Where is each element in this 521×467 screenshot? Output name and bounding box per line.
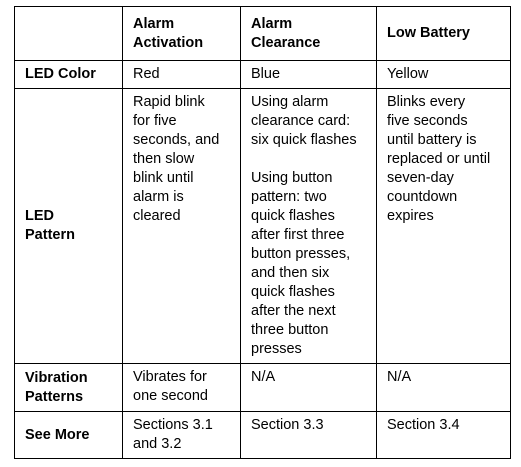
header-low-battery: Low Battery: [377, 7, 511, 61]
header-row: [15, 7, 511, 61]
cell-see-more-activation: Sections 3.1 and 3.2: [123, 412, 241, 459]
cell-led-pattern-clearance: [241, 89, 377, 364]
row-label-led-color: LED Color: [15, 61, 123, 89]
clearance-button-text: Using button pattern: two quick flashes after first three button presses, and then six quick flashes after the next three button presses: [251, 170, 351, 357]
corner-cell: [15, 7, 123, 61]
cell-led-pattern-battery: Blinks every five seconds until battery is replaced or until seven-day countdown expires: [377, 89, 511, 364]
led-behavior-table: [14, 6, 511, 459]
table-row: [15, 61, 511, 89]
header-alarm-activation: Alarm Activation: [123, 7, 241, 61]
cell-vibration-battery: N/A: [377, 364, 511, 412]
clearance-card-text: Using alarm clearance card: six quick flashes: [251, 94, 357, 148]
cell-see-more-battery: Section 3.4: [377, 412, 511, 459]
cell-see-more-clearance: Section 3.3: [241, 412, 377, 459]
cell-vibration-activation: Vibrates for one second: [123, 364, 241, 412]
row-label-led-pattern: LED Pattern: [15, 89, 123, 364]
cell-led-pattern-activation: Rapid blink for five seconds, and then slow blink until alarm is cleared: [123, 89, 241, 364]
cell-led-color-battery: Yellow: [377, 61, 511, 89]
row-label-vibration: Vibration Patterns: [15, 364, 123, 412]
header-alarm-clearance: Alarm Clearance: [241, 7, 377, 61]
table-row: [15, 364, 511, 412]
cell-vibration-clearance: N/A: [241, 364, 377, 412]
cell-led-color-clearance: Blue: [241, 61, 377, 89]
paragraph-gap: [251, 150, 368, 169]
row-label-see-more: See More: [15, 412, 123, 459]
table-row: [15, 89, 511, 364]
table-row: [15, 412, 511, 459]
cell-led-color-activation: Red: [123, 61, 241, 89]
